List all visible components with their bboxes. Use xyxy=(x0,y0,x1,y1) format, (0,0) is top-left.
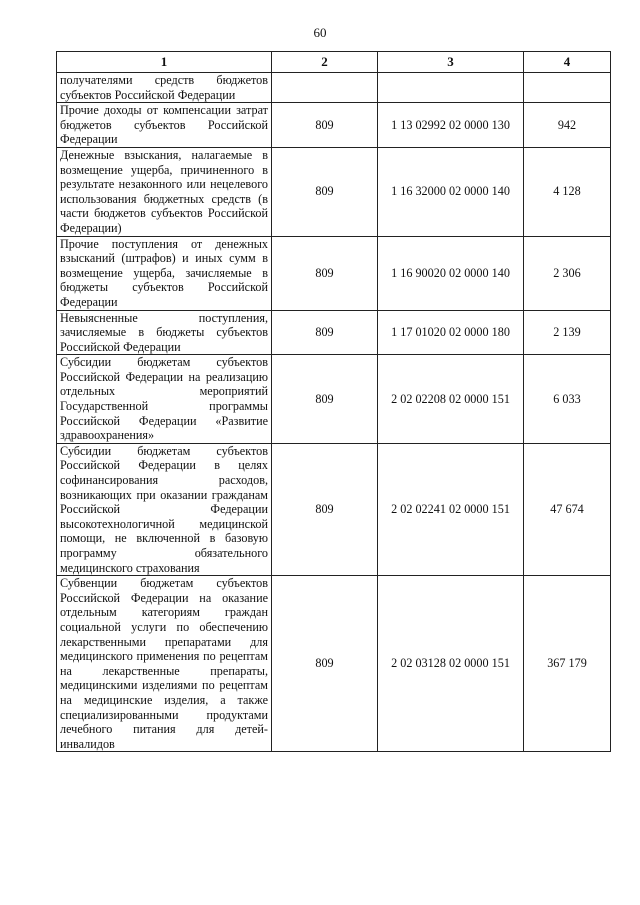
column-header: 2 xyxy=(272,52,378,73)
revenue-description: Денежные взыскания, налагаемые в возмещение ущерба, причиненного в результате незаконного или нецелевого использования бюджетных средств (в части бюджетов субъектов Российской Федерации) xyxy=(57,147,272,236)
administrator-code: 809 xyxy=(272,576,378,752)
revenue-classification-code: 2 02 03128 02 0000 151 xyxy=(378,576,524,752)
administrator-code: 809 xyxy=(272,443,378,575)
amount: 4 128 xyxy=(524,147,611,236)
administrator-code xyxy=(272,73,378,103)
administrator-code: 809 xyxy=(272,355,378,444)
table-row xyxy=(57,103,611,148)
amount: 6 033 xyxy=(524,355,611,444)
administrator-code: 809 xyxy=(272,147,378,236)
administrator-code: 809 xyxy=(272,310,378,355)
budget-table xyxy=(56,51,611,752)
column-header: 3 xyxy=(378,52,524,73)
revenue-description: Прочие доходы от компенсации затрат бюджетов субъектов Российской Федерации xyxy=(57,103,272,148)
revenue-classification-code: 2 02 02241 02 0000 151 xyxy=(378,443,524,575)
amount: 367 179 xyxy=(524,576,611,752)
amount: 47 674 xyxy=(524,443,611,575)
table-row xyxy=(57,73,611,103)
revenue-classification-code: 1 16 90020 02 0000 140 xyxy=(378,236,524,310)
revenue-description: Субсидии бюджетам субъектов Российской Федерации на реализацию отдельных мероприятий Государственной программы Российской Федерации «Развитие здравоохранения» xyxy=(57,355,272,444)
amount: 2 139 xyxy=(524,310,611,355)
page-number: 60 xyxy=(313,25,327,40)
column-header: 1 xyxy=(57,52,272,73)
revenue-classification-code: 2 02 02208 02 0000 151 xyxy=(378,355,524,444)
revenue-classification-code: 1 13 02992 02 0000 130 xyxy=(378,103,524,148)
revenue-classification-code: 1 17 01020 02 0000 180 xyxy=(378,310,524,355)
table-row xyxy=(57,443,611,575)
table-row xyxy=(57,355,611,444)
table-row xyxy=(57,147,611,236)
amount: 942 xyxy=(524,103,611,148)
table-row xyxy=(57,576,611,752)
table-row xyxy=(57,310,611,355)
column-header: 4 xyxy=(524,52,611,73)
revenue-description: Субвенции бюджетам субъектов Российской Федерации на оказание отдельным категориям граждан социальной услуги по обеспечению лекарственными препаратами для медицинского применения по рецептам на лекарственные препараты, медицинскими изделиями по рецептам на медицинские изделия, а также специализированными продуктами лечебного питания для детей-инвалидов xyxy=(57,576,272,752)
revenue-classification-code xyxy=(378,73,524,103)
amount xyxy=(524,73,611,103)
revenue-classification-code: 1 16 32000 02 0000 140 xyxy=(378,147,524,236)
administrator-code: 809 xyxy=(272,236,378,310)
table-row xyxy=(57,236,611,310)
administrator-code: 809 xyxy=(272,103,378,148)
revenue-description: Невыясненные поступления, зачисляемые в бюджеты субъектов Российской Федерации xyxy=(57,310,272,355)
revenue-description: Прочие поступления от денежных взысканий (штрафов) и иных сумм в возмещение ущерба, зачисляемые в бюджеты субъектов Российской Федерации xyxy=(57,236,272,310)
revenue-description: получателями средств бюджетов субъектов Российской Федерации xyxy=(57,73,272,103)
table-header-row xyxy=(57,52,611,73)
amount: 2 306 xyxy=(524,236,611,310)
revenue-description: Субсидии бюджетам субъектов Российской Федерации в целях софинансирования расходов, возникающих при оказании гражданам Российской Федерации высокотехнологичной медицинской помощи, не включенной в базовую программу обязательного медицинского страхования xyxy=(57,443,272,575)
